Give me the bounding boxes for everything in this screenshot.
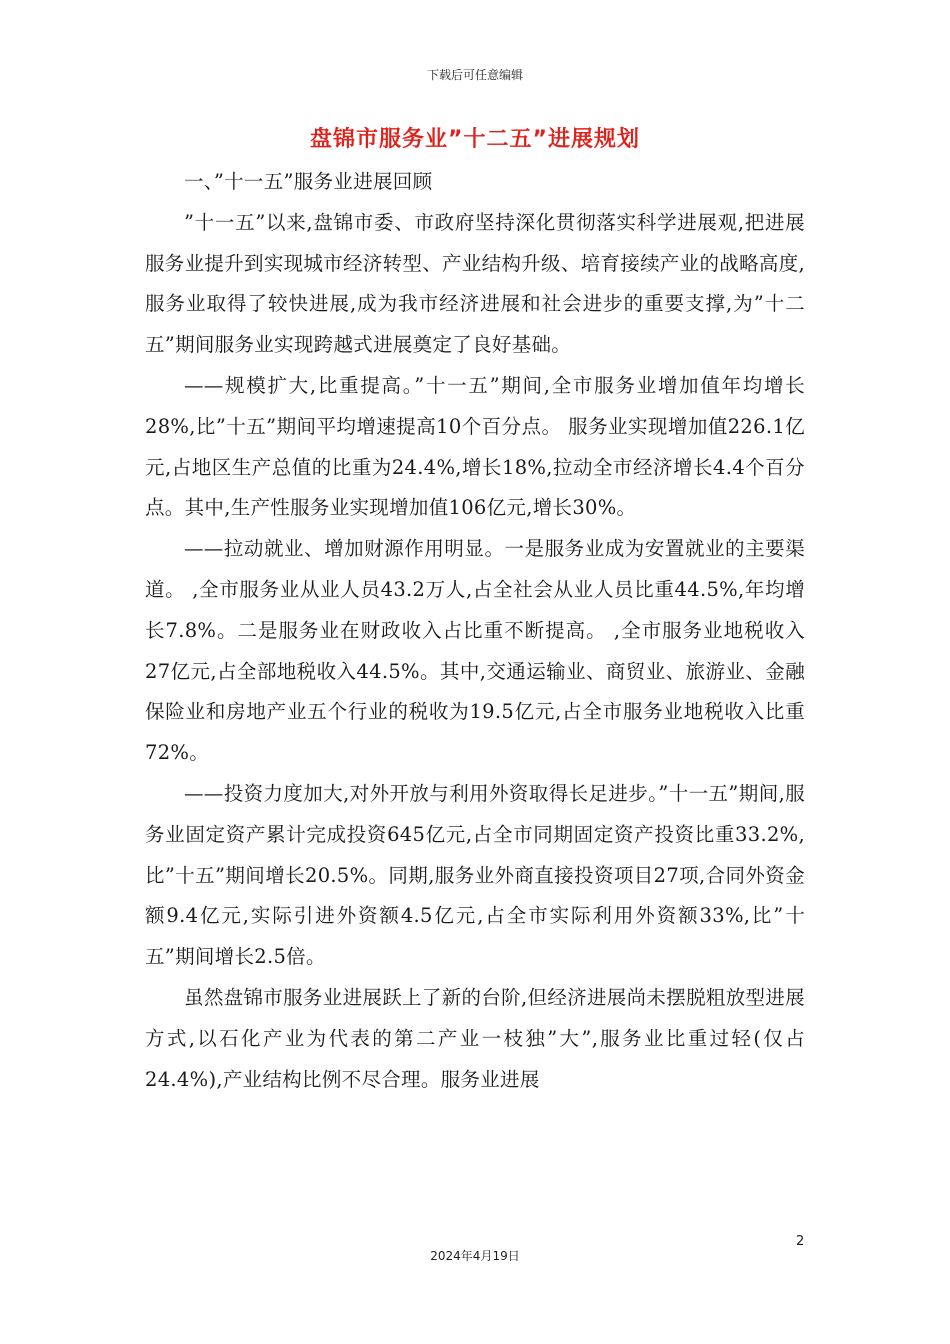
document-title: 盘锦市服务业”十二五”进展规划	[310, 127, 640, 152]
page-number: 2	[796, 1234, 805, 1249]
page-footer-date: 2024年4月19日	[430, 1249, 520, 1263]
paragraph-investment: ——投资力度加大,对外开放与利用外资取得长足进步。”十一五”期间,服务业固定资产累计完成投资645亿元,占全市同期固定资产投资比重33.2%,比”十五”期间增长20.5%。同期,服务业外商直接投资项目27项,合同外资金额9.4亿元,实际引进外资额4.5亿元,占全市实际利用外资额33%,比”十五”期间增长2.5倍。	[145, 781, 805, 969]
section-heading: 一、”十一五”服务业进展回顾	[184, 170, 433, 193]
page-header: 下载后可任意编辑	[426, 68, 523, 82]
paragraph-intro: ”十一五”以来,盘锦市委、市政府坚持深化贯彻落实科学进展观,把进展服务业提升到实现城市经济转型、产业结构升级、培育接续产业的战略高度,服务业取得了较快进展,成为我市经济进展和社会进步的重要支撑,为”十二五”期间服务业实现跨越式进展奠定了良好基础。	[145, 210, 805, 357]
paragraph-employment: ——拉动就业、增加财源作用明显。一是服务业成为安置就业的主要渠道。 ,全市服务业从业人员43.2万人,占全社会从业人员比重44.5%,年均增长7.8%。二是服务业在财政收入占比重不断提高。 ,全市服务业地税收入27亿元,占全部地税收入44.5%。其中,交通运输业、商贸业、旅游业、金融保险业和房地产业五个行业的税收为19.5亿元,占全市服务业地税收入比重72%。	[145, 537, 805, 765]
paragraph-problems: 虽然盘锦市服务业进展跃上了新的台阶,但经济进展尚未摆脱粗放型进展方式,以石化产业为代表的第二产业一枝独”大”,服务业比重过轻(仅占24.4%),产业结构比例不尽合理。服务业进展	[145, 985, 805, 1091]
document-body	[145, 162, 805, 1100]
paragraph-scale: ——规模扩大,比重提高。”十一五”期间,全市服务业增加值年均增长28%,比”十五”期间平均增速提高10个百分点。 服务业实现增加值226.1亿元,占地区生产总值的比重为24.4%,增长18%,拉动全市经济增长4.4个百分点。其中,生产性服务业实现增加值106亿元,增长30%。	[145, 373, 805, 520]
